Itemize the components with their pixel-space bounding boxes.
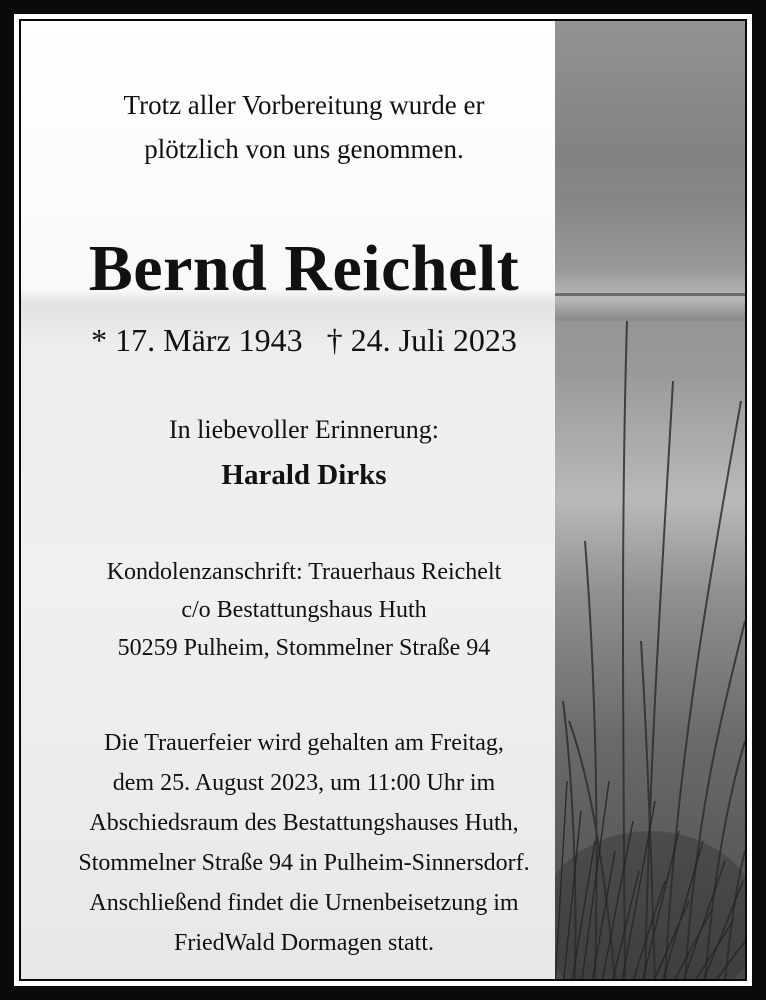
address-line: 50259 Pulheim, Stommelner Straße 94 — [117, 635, 491, 661]
condolence-address — [21, 553, 587, 667]
ceremony-line: FriedWald Dormagen statt. — [173, 930, 434, 956]
ceremony-details — [21, 723, 587, 963]
memory-heading: In liebevoller Erinnerung: — [168, 415, 440, 444]
death-date: † 24. Juli 2023 — [326, 322, 517, 358]
address-line: c/o Bestattungshaus Huth — [181, 597, 427, 623]
intro-text — [21, 83, 587, 171]
birth-date: * 17. März 1943 — [91, 322, 303, 358]
life-dates — [21, 318, 587, 362]
ceremony-line: Abschiedsraum des Bestattungshauses Huth, — [89, 810, 519, 836]
signer-name: Harald Dirks — [221, 459, 387, 491]
ceremony-line: Die Trauerfeier wird gehalten am Freitag, — [104, 730, 504, 756]
ceremony-line: Anschließend findet die Urnenbeisetzung im — [89, 890, 519, 916]
intro-line: Trotz aller Vorbereitung wurde er — [123, 90, 485, 120]
obituary-card — [19, 19, 747, 981]
intro-line: plötzlich von uns genommen. — [144, 134, 464, 164]
deceased-name: Bernd Reichelt — [88, 232, 520, 305]
ceremony-line: dem 25. August 2023, um 11:00 Uhr im — [112, 770, 496, 796]
ceremony-line: Stommelner Straße 94 in Pulheim-Sinnersdorf. — [78, 850, 530, 876]
address-line: Kondolenzanschrift: Trauerhaus Reichelt — [106, 559, 502, 585]
